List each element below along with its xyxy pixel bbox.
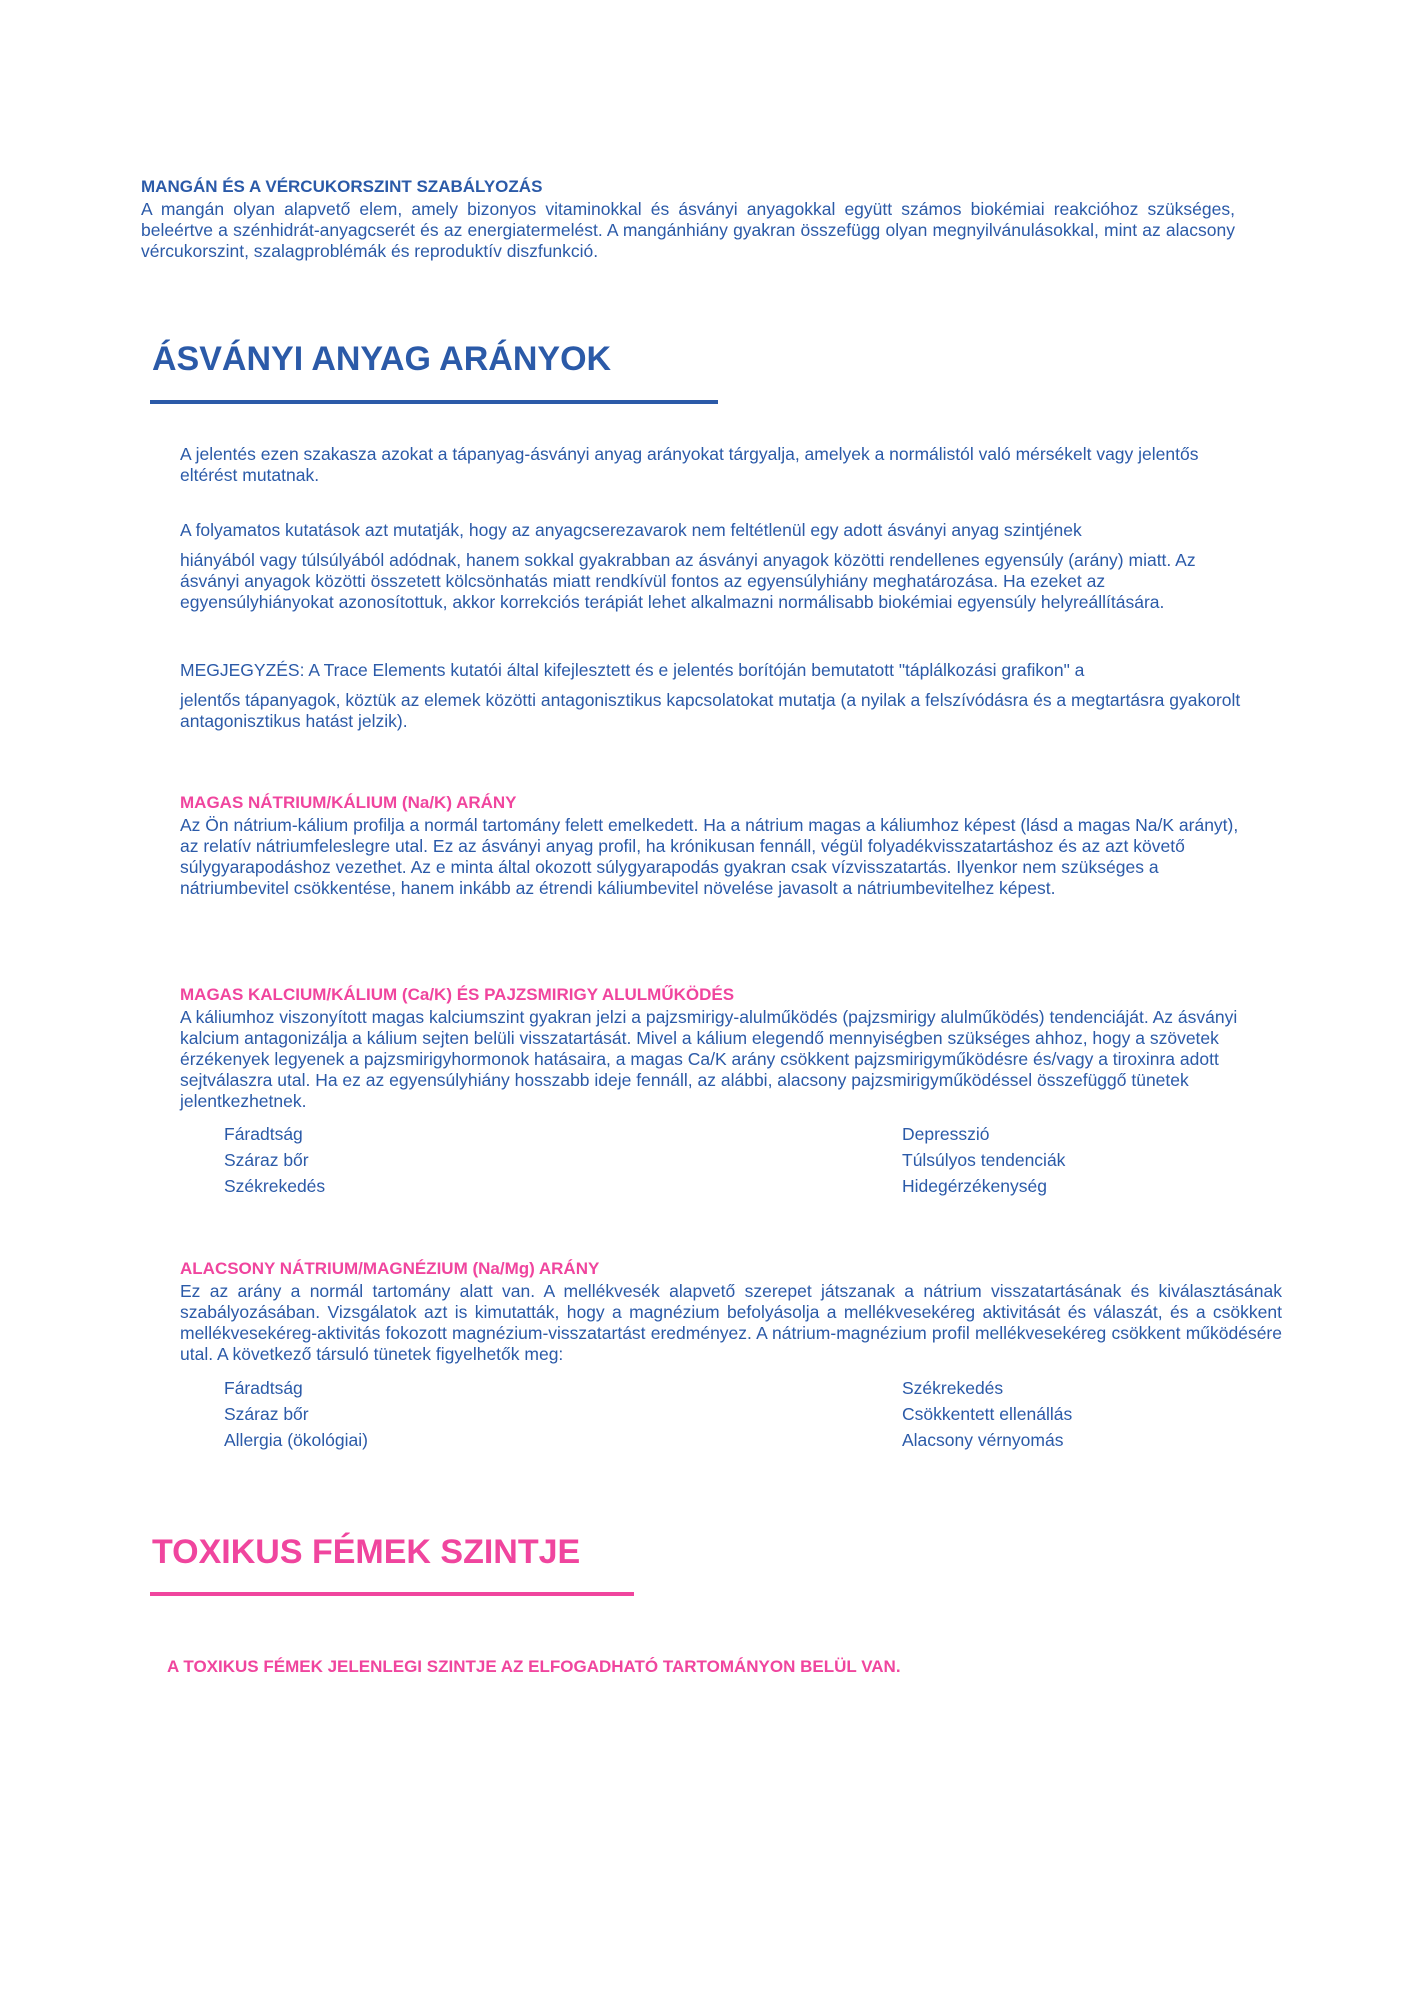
na-k-heading: MAGAS NÁTRIUM/KÁLIUM (Na/K) ARÁNY [180,793,517,812]
ca-k-symptoms-left [224,1121,325,1199]
symptom-item: Túlsúlyos tendenciák [902,1150,1066,1170]
manganese-body: A mangán olyan alapvető elem, amely bizonyos vitaminokkal és ásványi anyagokkal együtt számos biokémiai reakcióhoz szükséges, beleértve a szénhidrát-anyagcserét és az energiatermelést. A mangánhiány gyakran összefügg olyan megnyilvánulásokkal, mint az alacsony vércukorszint, szalagproblémák és reproduktív diszfunkció. [141,199,1235,261]
symptom-item: Székrekedés [224,1176,326,1196]
symptom-item: Fáradtság [224,1378,303,1398]
ratios-research-body: hiányából vagy túlsúlyából adódnak, hanem sokkal gyakrabban az ásványi anyagok közötti rendellenes egyensúly (arány) miatt. Az ásványi anyagok közötti összetett kölcsönhatás miatt rendkívül fontos az egyensúlyhiány meghatározása. Ha ezeket az egyensúlyhiányokat azonosítottuk, akkor korrekciós terápiát lehet alkalmazni normálisabb biokémiai egyensúly helyreállítására. [180,550,1196,612]
symptom-item: Depresszió [902,1124,990,1144]
ca-k-heading: MAGAS KALCIUM/KÁLIUM (Ca/K) ÉS PAJZSMIRIGY ALULMŰKÖDÉS [180,985,735,1004]
toxic-statement: A TOXIKUS FÉMEK JELENLEGI SZINTJE AZ ELFOGADHATÓ TARTOMÁNYON BELÜL VAN. [167,1657,901,1676]
ratios-title-underline [150,400,718,404]
na-mg-symptoms-right [902,1375,1072,1453]
na-mg-body: Ez az arány a normál tartomány alatt van. A mellékvesék alapvető szerepet játszanak a nátrium visszatartásának és kiválasztásának szabályozásában. Vizsgálatok azt is kimutatták, hogy a magnézium befolyásolja a mellékvesekéreg aktivitását és válaszát, és a csökkent mellékvesekéreg-aktivitás fokozott magnézium-visszatartást eredményez. A nátrium-magnézium profil mellékvesekéreg csökkent működésére utal. A következő társuló tünetek figyelhetők meg: [180,1281,1282,1364]
symptom-item: Csökkentett ellenállás [902,1404,1073,1424]
symptom-item: Alacsony vérnyomás [902,1430,1064,1450]
symptom-item: Száraz bőr [224,1404,309,1424]
ratios-note-line1: MEGJEGYZÉS: A Trace Elements kutatói által kifejlesztett és e jelentés borítóján bemutatott "táplálkozási grafikon" a [180,660,1085,680]
toxic-title: TOXIKUS FÉMEK SZINTJE [152,1533,581,1571]
ca-k-body: A káliumhoz viszonyított magas kalciumszint gyakran jelzi a pajzsmirigy-alulműködés (pajzsmirigy alulműködés) tendenciáját. Az ásványi kalcium antagonizálja a kálium sejten belüli visszatartását. Mivel a kálium elegendő mennyiségben szükséges ahhoz, hogy a szövetek érzékenyek legyenek a pajzsmirigyhormonok hatásaira, a magas Ca/K arány csökkent pajzsmirigyműködésre és/vagy a tiroxinra adott sejtválaszra utal. Ha ez az egyensúlyhiány hosszabb ideje fennáll, az alábbi, alacsony pajzsmirigyműködéssel összefüggő tünetek jelentkezhetnek. [180,1007,1238,1111]
ratios-intro: A jelentés ezen szakasza azokat a tápanyag-ásványi anyag arányokat tárgyalja, amelyek a normálistól való mérsékelt vagy jelentős eltérést mutatnak. [180,444,1199,485]
na-mg-symptoms-left [224,1375,368,1453]
symptom-item: Fáradtság [224,1124,303,1144]
toxic-title-underline [150,1592,634,1596]
symptom-item: Hidegérzékenység [902,1176,1047,1196]
ca-k-symptoms-right [902,1121,1065,1199]
symptom-item: Székrekedés [902,1378,1004,1398]
ratios-note-body: jelentős tápanyagok, köztük az elemek közötti antagonisztikus kapcsolatokat mutatja (a nyilak a felszívódásra és a megtartásra gyakorolt antagonisztikus hatást jelzik). [180,690,1241,731]
ratios-research-line1: A folyamatos kutatások azt mutatják, hogy az anyagcserezavarok nem feltétlenül egy adott ásványi anyag szintjének [180,520,1082,540]
symptom-item: Száraz bőr [224,1150,309,1170]
na-k-body: Az Ön nátrium-kálium profilja a normál tartomány felett emelkedett. Ha a nátrium magas a káliumhoz képest (lásd a magas Na/K arányt), az relatív nátriumfeleslegre utal. Ez az ásványi anyag profil, ha krónikusan fennáll, végül folyadékvisszatartáshoz és az azt követő súlygyarapodáshoz vezethet. Az e minta által okozott súlygyarapodás gyakran csak vízvisszatartás. Ilyenkor nem szükséges a nátriumbevitel csökkentése, hanem inkább az étrendi káliumbevitel növelése javasolt a nátriumbevitelhez képest. [180,815,1239,898]
symptom-item: Allergia (ökológiai) [224,1430,368,1450]
na-mg-heading: ALACSONY NÁTRIUM/MAGNÉZIUM (Na/Mg) ARÁNY [180,1259,600,1278]
manganese-heading: MANGÁN ÉS A VÉRCUKORSZINT SZABÁLYOZÁS [141,177,543,196]
ratios-title: ÁSVÁNYI ANYAG ARÁNYOK [152,340,612,378]
